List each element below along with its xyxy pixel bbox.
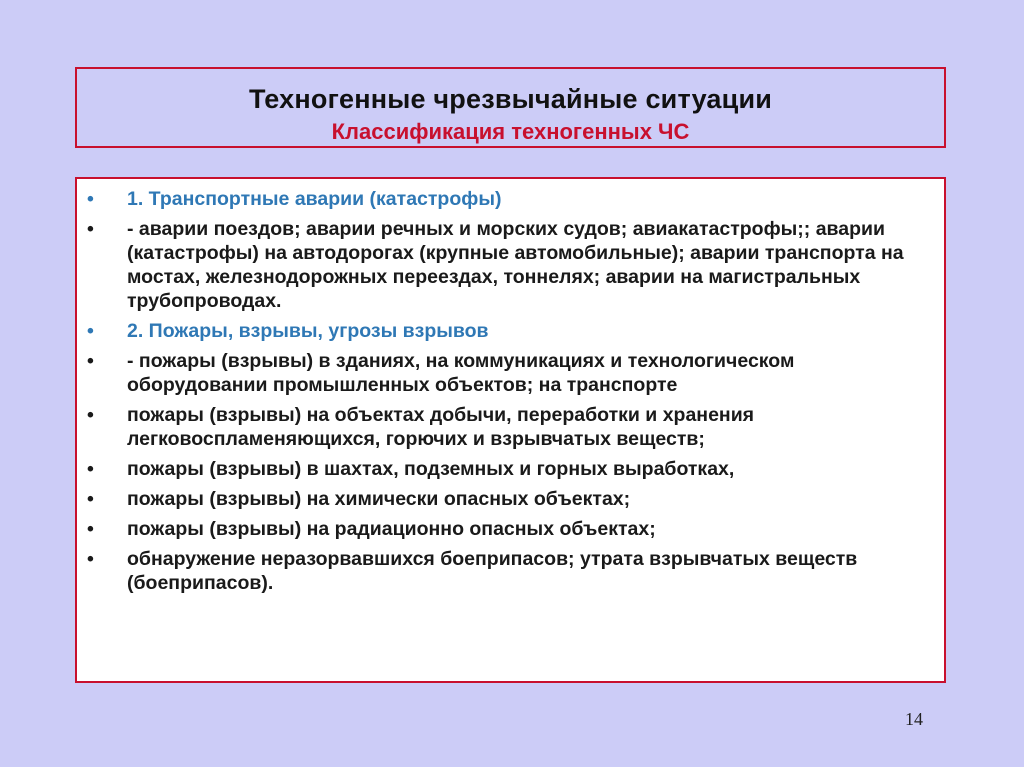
bullet-icon: • — [87, 488, 94, 510]
list-item-text: пожары (взрывы) на объектах добычи, переработки и хранения легковоспламеняющихся, горючих и взрывчатых веществ; — [127, 404, 755, 450]
list-item — [87, 349, 926, 397]
bullet-icon: • — [87, 350, 94, 372]
bullet-list — [87, 187, 926, 595]
list-item — [87, 403, 926, 451]
list-item — [87, 487, 926, 511]
list-item-heading-fires — [87, 319, 926, 343]
slide-title: Техногенные чрезвычайные ситуации — [248, 84, 773, 114]
list-item — [87, 547, 926, 595]
bullet-icon: • — [87, 188, 94, 210]
list-item-heading-transport — [87, 187, 926, 211]
title-box — [75, 67, 946, 148]
list-item-text: 1. Транспортные аварии (катастрофы) — [127, 188, 502, 210]
bullet-icon: • — [87, 518, 94, 540]
list-item-text: пожары (взрывы) на радиационно опасных объектах; — [127, 518, 656, 540]
bullet-icon: • — [87, 458, 94, 480]
bullet-icon: • — [87, 548, 94, 570]
slide-subtitle: Классификация техногенных ЧС — [331, 119, 690, 144]
page-number: 14 — [905, 709, 923, 729]
list-item-text: пожары (взрывы) в шахтах, подземных и горных выработках, — [127, 458, 735, 480]
content-box — [75, 177, 946, 683]
list-item-text: обнаружение неразорвавшихся боеприпасов; утрата взрывчатых веществ (боеприпасов). — [127, 548, 858, 594]
list-item-text: - аварии поездов; аварии речных и морских судов; авиакатастрофы;; аварии (катастрофы) на автодорогах (крупные автомобильные); аварии транспорта на мостах, железнодорожных переездах, тоннелях; аварии на магистральных трубопроводах. — [127, 218, 904, 312]
list-item — [87, 517, 926, 541]
bullet-icon: • — [87, 404, 94, 426]
list-item — [87, 457, 926, 481]
list-item-text: - пожары (взрывы) в зданиях, на коммуникациях и технологическом оборудовании промышленных объектов; на транспорте — [127, 350, 795, 396]
bullet-icon: • — [87, 320, 94, 342]
list-item — [87, 217, 926, 313]
list-item-text: пожары (взрывы) на химически опасных объектах; — [127, 488, 631, 510]
list-item-text: 2. Пожары, взрывы, угрозы взрывов — [127, 320, 489, 342]
bullet-icon: • — [87, 218, 94, 240]
